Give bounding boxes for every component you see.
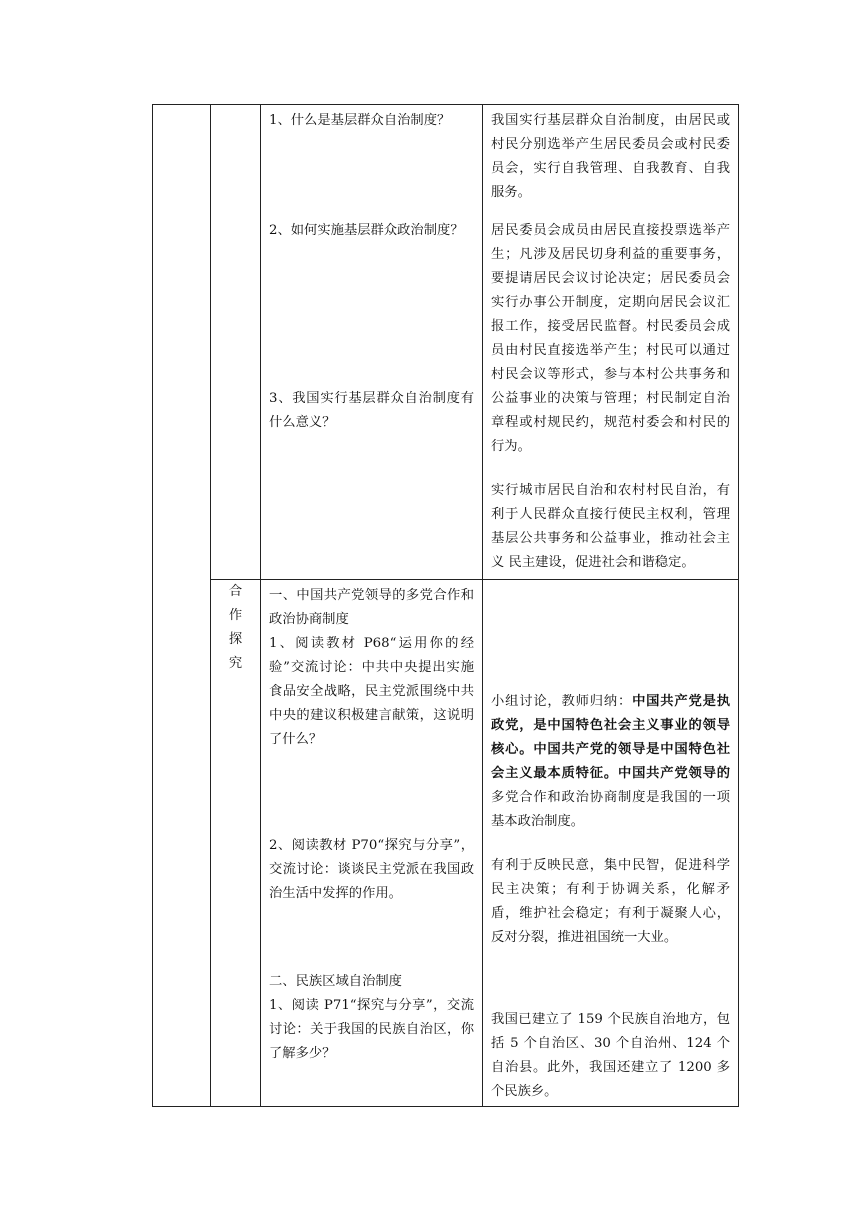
question-text: 2、阅读教材 P70“探究与分享”，交流讨论：谈谈民主党派在我国政治生活中发挥的作用。	[269, 838, 474, 901]
table-row	[153, 105, 739, 580]
question-heading: 二、民族区域自治制度	[269, 974, 402, 989]
answer-tail: 多党合作和政治协商制度是我国的一项基本政治制度。	[491, 790, 730, 829]
answer-intro: 小组讨论，教师归纳：	[491, 694, 633, 709]
answer-text	[491, 690, 730, 834]
question-text: 1、阅读 P71“探究与分享”，交流讨论：关于我国的民族自治区，你了解多少？	[269, 998, 474, 1061]
question-text: 2、如何实施基层群众政治制度？	[269, 223, 464, 238]
answer-text: 居民委员会成员由居民直接投票选举产生；凡涉及居民切身利益的重要事务，要提请居民会议讨论决定；居民委员会实行办事公开制度，定期向居民会议汇报工作，接受居民监督。村民委员会成员由村民直接选举产生；村民可以通过村民会议等形式，参与本村公共事务和公益事业的决策与管理；村民制定自治章程或村规民约，规范村委会和村民的行为。	[491, 223, 730, 454]
answer-bold: 中国共产党是执政党，是中国特色社会主义事业的领导核心。中国共产党的领导是中国特色社会主义最本质特征。中国共产党领导的	[491, 694, 731, 781]
question-cell	[261, 580, 483, 1107]
answer-text: 我国实行基层群众自治制度，由居民或村民分别选举产生居民委员会或村民委员会，实行自我管理、自我教育、自我服务。	[491, 113, 730, 200]
answer-cell	[483, 105, 739, 580]
question-heading: 一、中国共产党领导的多党合作和政治协商制度	[269, 588, 474, 627]
answer-cell	[483, 580, 739, 1107]
table-row	[153, 580, 739, 1107]
answer-text: 我国已建立了 159 个民族自治地方，包括 5 个自治区、30 个自治州、124 个自治县。此外，我国还建立了 1200 多个民族乡。	[491, 1012, 730, 1099]
answer-text: 有利于反映民意，集中民智，促进科学民主决策；有利于协调关系，化解矛盾，维护社会稳定；有利于凝聚人心，反对分裂，推进祖国统一大业。	[491, 858, 730, 945]
section-char: 究	[228, 656, 243, 671]
question-cell	[261, 105, 483, 580]
section-cell-empty	[211, 105, 261, 580]
question-text: 1、什么是基层群众自治制度？	[269, 113, 451, 128]
lesson-table	[152, 104, 739, 1107]
section-char: 合	[228, 584, 243, 599]
stage-cell	[153, 105, 211, 1107]
answer-text: 实行城市居民自治和农村村民自治，有利于人民群众直接行使民主权利，管理基层公共事务和公益事业，推动社会主义 民主建设，促进社会和谐稳定。	[491, 483, 730, 570]
question-text: 1、阅读教材 P68“运用你的经验”交流讨论：中共中央提出实施食品安全战略，民主党派围绕中共中央的建议积极建言献策，这说明了什么？	[269, 636, 474, 747]
section-char: 探	[228, 632, 243, 647]
section-char: 作	[228, 608, 243, 623]
section-cell	[211, 580, 261, 1107]
question-text: 3、我国实行基层群众自治制度有什么意义？	[269, 391, 474, 430]
